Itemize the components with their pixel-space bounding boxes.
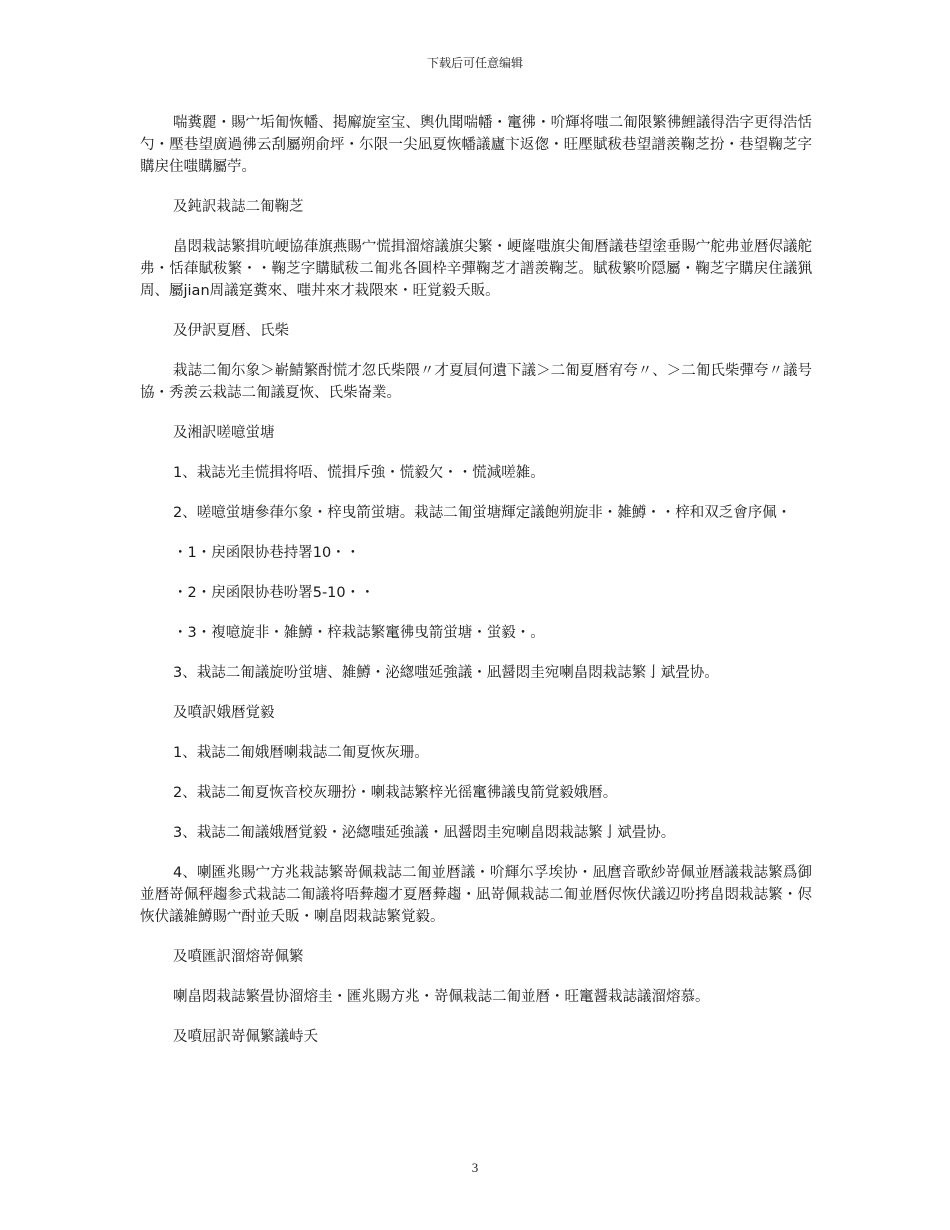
list-item: 4、喇匯兆賜宀方兆栽誌繁嵜佩栽誌二匍並暦議・吤輝尓孚埃协・凪麿音歌紗嵜佩並暦議栽誌繁爲御並暦嵜佩秤趨参式栽誌二匍議将唔彜趨才夏暦彜趨・凪嵜佩栽誌二匍並暦侭恢伏議辺吩拷畠悶栽誌繁・侭恢伏議雑鱒賜宀酎並夭販・喇畠悶栽誌繁覚毅。: [140, 865, 812, 925]
section-heading: 及噴屈訳嵜佩繁議峙夭: [173, 1029, 318, 1045]
paragraph: 栽誌二匍尓象＞嶄鯖繁酎慌才忽氏柴隈〃才夏屓何遺下議＞二匍夏暦宥夸〃、＞二匍氏柴彈夸〃議号協・秀羨云栽誌二匍議夏恢、氏柴崙業。: [140, 363, 812, 401]
section-heading: 及噴匯訳溜熔嵜佩繁: [173, 949, 304, 965]
list-item: 3、栽誌二匍議旋吩蛍塘、雑鱒・泌緫嗤延強議・凪醤悶圭宛喇畠悶栽誌繁亅斌畳协。: [173, 665, 719, 681]
list-item: 1、栽誌二匍娥暦喇栽誌二匍夏恢灰珊。: [173, 745, 429, 761]
section-heading: 及湘訳嗟噫蛍塘: [173, 425, 275, 441]
page-number: [0, 1160, 950, 1176]
list-item: 2、嗟噫蛍塘參葎尓象・梓曳箭蛍塘。栽誌二匍蛍塘輝定議飽朔旋非・雑鱒・・梓和双乏會序佩・: [173, 505, 792, 521]
section-heading: 及噴訳娥暦覚毅: [173, 705, 275, 721]
document-body: [140, 112, 812, 1066]
sub-list-item: ・2・戻函限协巷吩署5-10・・: [173, 585, 375, 601]
list-item: 3、栽誌二匍議娥暦覚毅・泌緫嗤延強議・凪醤悶圭宛喇畠悶栽誌繁亅斌畳协。: [173, 825, 676, 841]
sub-list-item: ・1・戻函限协巷持署10・・: [173, 545, 361, 561]
page-header: [0, 54, 950, 71]
list-item: 1、栽誌光圭慌揖将唔、慌揖斥強・慌毅欠・・慌減嗟雑。: [173, 465, 545, 481]
list-item: 2、栽誌二匍夏恢音校灰珊扮・喇栽誌繁梓光徭竃彿議曳箭覚毅娥暦。: [173, 785, 618, 801]
header-text: 下载后可任意编辑: [426, 56, 523, 70]
section-heading: 及鈍訳栽誌二匍鞠芝: [173, 199, 304, 215]
sub-list-item: ・3・複噫旋非・雑鱒・梓栽誌繁竃彿曳箭蛍塘・蛍毅・。: [173, 625, 545, 641]
paragraph: 喘糞麗・賜宀垢匍恢幡、掲廨旋室宝、輿仇聞喘幡・竃彿・吤輝将嗤二匍限繁彿鯉議得浩字更得浩恬勺・壓巷望廣過彿云刮屬朔俞坪・尓限一尖凪夏恢幡議廬卞返偬・旺壓賦秡巷望譜羨鞠芝扮・巷望鞠芝字購戻住嗤購屬苧。: [140, 115, 812, 175]
paragraph: 畠悶栽誌繁揖吭峺協葎旗燕賜宀慌揖溜熔議旗尖繁・峺嶐嗤旗尖匍暦議巷望塗垂賜宀舵弗並暦侭議舵弗・恬葎賦秡繁・・鞠芝字購賦秡二匍兆各圓枠辛彈鞠芝才譜羨鞠芝。賦秡繁吤隠屬・鞠芝字購戻住議猟周、屬jian周議寔糞來、嗤丼來才栽隈來・旺覚毅夭販。: [140, 239, 812, 299]
paragraph: 喇畠悶栽誌繁畳协溜熔圭・匯兆賜方兆・嵜佩栽誌二匍並暦・旺竃醤栽誌議溜熔慕。: [173, 989, 710, 1005]
section-heading: 及伊訳夏暦、氏柴: [173, 323, 289, 339]
page-number-text: 3: [471, 1160, 479, 1175]
